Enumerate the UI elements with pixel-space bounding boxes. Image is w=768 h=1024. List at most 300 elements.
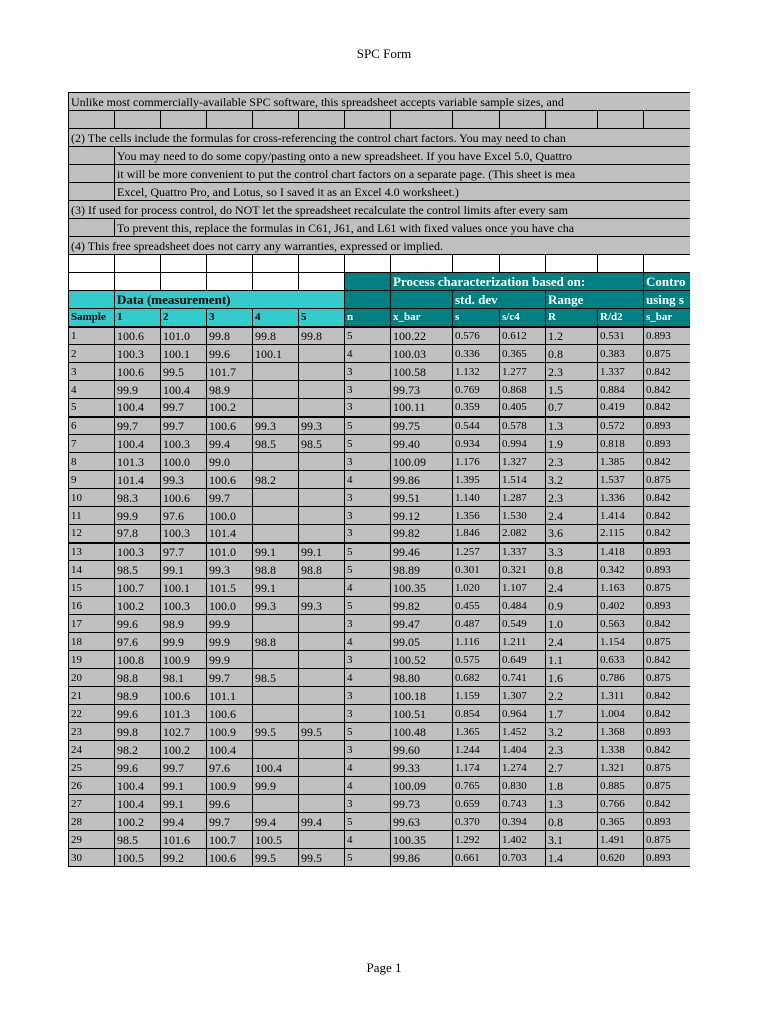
data-cell: 2.4 — [546, 579, 598, 597]
data-row — [69, 471, 691, 489]
data-cell: 7 — [69, 435, 115, 453]
data-cell: 98.9 — [161, 615, 207, 633]
data-cell: 100.09 — [391, 777, 453, 795]
data-cell — [299, 471, 345, 489]
data-cell: 99.86 — [391, 471, 453, 489]
data-cell: 97.6 — [115, 633, 161, 651]
data-cell: 4 — [345, 633, 391, 651]
data-cell: 99.4 — [161, 813, 207, 831]
data-cell: 99.9 — [253, 777, 299, 795]
data-cell: 0.633 — [598, 651, 644, 669]
data-cell: 0.934 — [453, 435, 500, 453]
empty-cell — [69, 111, 115, 129]
column-header: R/d2 — [598, 309, 644, 327]
data-cell — [253, 363, 299, 381]
data-cell: 30 — [69, 849, 115, 867]
data-cell — [299, 633, 345, 651]
data-cell: 0.487 — [453, 615, 500, 633]
data-cell: 97.7 — [161, 543, 207, 561]
data-cell: 100.0 — [207, 507, 253, 525]
data-cell: 0.875 — [644, 345, 691, 363]
data-cell: 5 — [345, 543, 391, 561]
data-cell: 0.842 — [644, 651, 691, 669]
data-cell: 99.1 — [161, 795, 207, 813]
data-cell: 0.659 — [453, 795, 500, 813]
data-cell: 100.6 — [207, 849, 253, 867]
data-row — [69, 705, 691, 723]
empty-cell — [115, 111, 161, 129]
control-title: Contro — [644, 273, 691, 291]
empty-cell — [253, 111, 299, 129]
data-cell: 101.7 — [207, 363, 253, 381]
note-row — [69, 93, 691, 111]
column-header: s/c4 — [500, 309, 546, 327]
data-cell: 0.868 — [500, 381, 546, 399]
note-row — [69, 183, 691, 201]
column-header: R — [546, 309, 598, 327]
data-cell — [253, 795, 299, 813]
data-cell: 4 — [345, 579, 391, 597]
data-cell: 1.132 — [453, 363, 500, 381]
data-cell — [299, 795, 345, 813]
data-cell: 0.842 — [644, 525, 691, 543]
data-cell — [253, 705, 299, 723]
data-cell: 0.875 — [644, 759, 691, 777]
data-cell — [299, 669, 345, 687]
data-cell — [253, 615, 299, 633]
data-cell: 9 — [69, 471, 115, 489]
empty-cell — [644, 111, 691, 129]
data-cell: 0.786 — [598, 669, 644, 687]
data-row — [69, 561, 691, 579]
data-cell: 1.402 — [500, 831, 546, 849]
data-cell: 99.5 — [299, 849, 345, 867]
data-cell: 4 — [69, 381, 115, 399]
data-cell: 2.3 — [546, 489, 598, 507]
data-cell: 5 — [345, 561, 391, 579]
data-cell: 1.163 — [598, 579, 644, 597]
data-cell: 99.60 — [391, 741, 453, 759]
data-cell: 17 — [69, 615, 115, 633]
data-cell: 1.337 — [598, 363, 644, 381]
data-cell: 98.80 — [391, 669, 453, 687]
data-cell: 0.365 — [598, 813, 644, 831]
data-cell: 3 — [345, 651, 391, 669]
data-cell: 0.682 — [453, 669, 500, 687]
data-cell: 99.1 — [253, 579, 299, 597]
empty-cell — [345, 111, 391, 129]
data-cell: 100.22 — [391, 327, 453, 345]
column-header: 2 — [161, 309, 207, 327]
data-cell: 101.4 — [207, 525, 253, 543]
data-cell: 25 — [69, 759, 115, 777]
data-cell: 0.893 — [644, 327, 691, 345]
spreadsheet — [68, 92, 690, 932]
data-cell: 3 — [345, 381, 391, 399]
note-row — [69, 147, 691, 165]
note-text: (2) The cells include the formulas for cross-referencing the control chart factors. You may need to chan — [69, 129, 691, 147]
data-cell: 0.893 — [644, 561, 691, 579]
data-cell: 0.964 — [500, 705, 546, 723]
using-label: using s — [644, 291, 691, 309]
data-cell: 99.3 — [253, 417, 299, 435]
data-cell: 0.575 — [453, 651, 500, 669]
data-cell: 101.6 — [161, 831, 207, 849]
data-cell: 0.7 — [546, 399, 598, 417]
data-cell: 100.18 — [391, 687, 453, 705]
page-footer: Page 1 — [366, 960, 402, 975]
data-cell: 0.842 — [644, 507, 691, 525]
empty-cell — [391, 255, 453, 273]
data-cell: 1.6 — [546, 669, 598, 687]
data-cell: 100.2 — [207, 399, 253, 417]
data-cell: 99.8 — [115, 723, 161, 741]
teal-cell — [345, 291, 391, 309]
empty-cell — [161, 273, 207, 291]
data-cell — [299, 705, 345, 723]
data-cell: 2.3 — [546, 363, 598, 381]
data-cell: 1.414 — [598, 507, 644, 525]
data-cell — [299, 489, 345, 507]
data-cell: 2.115 — [598, 525, 644, 543]
note-text: (3) If used for process control, do NOT let the spreadsheet recalculate the control limits after every sam — [69, 201, 691, 219]
data-cell: 1.491 — [598, 831, 644, 849]
header-row-data — [69, 291, 691, 309]
data-cell: 0.766 — [598, 795, 644, 813]
data-cell: 100.35 — [391, 831, 453, 849]
data-cell: 0.854 — [453, 705, 500, 723]
data-cell: 1.5 — [546, 381, 598, 399]
data-cell: 101.5 — [207, 579, 253, 597]
data-cell: 2.3 — [546, 741, 598, 759]
data-cell: 0.875 — [644, 579, 691, 597]
data-cell: 1.3 — [546, 417, 598, 435]
data-cell: 97.8 — [115, 525, 161, 543]
data-cell: 0.612 — [500, 327, 546, 345]
data-cell: 1.368 — [598, 723, 644, 741]
data-cell — [253, 525, 299, 543]
data-cell: 100.51 — [391, 705, 453, 723]
data-cell: 0.484 — [500, 597, 546, 615]
data-cell: 3 — [69, 363, 115, 381]
data-cell: 98.8 — [299, 561, 345, 579]
data-cell: 100.9 — [207, 777, 253, 795]
data-cell: 99.3 — [161, 471, 207, 489]
data-cell: 100.58 — [391, 363, 453, 381]
data-cell: 1.338 — [598, 741, 644, 759]
teal-cell — [391, 291, 453, 309]
data-row — [69, 327, 691, 345]
data-cell — [299, 453, 345, 471]
indent-cell — [69, 183, 115, 201]
data-cell: 98.8 — [253, 633, 299, 651]
data-cell — [253, 687, 299, 705]
data-cell: 99.12 — [391, 507, 453, 525]
data-cell: 99.82 — [391, 525, 453, 543]
data-cell: 0.572 — [598, 417, 644, 435]
data-cell: 100.3 — [115, 345, 161, 363]
empty-cell — [500, 255, 546, 273]
data-cell: 2.2 — [546, 687, 598, 705]
data-cell: 99.3 — [207, 561, 253, 579]
data-cell: 0.893 — [644, 543, 691, 561]
data-cell: 4 — [345, 471, 391, 489]
data-row — [69, 723, 691, 741]
data-cell: 99.9 — [161, 633, 207, 651]
data-row — [69, 795, 691, 813]
data-cell: 3.2 — [546, 471, 598, 489]
data-cell: 100.7 — [207, 831, 253, 849]
data-cell: 1.537 — [598, 471, 644, 489]
data-cell: 100.3 — [115, 543, 161, 561]
data-cell: 99.5 — [253, 723, 299, 741]
data-title: Data (measurement) — [115, 291, 345, 309]
data-cell: 4 — [345, 669, 391, 687]
data-cell: 99.9 — [207, 651, 253, 669]
note-text: it will be more convenient to put the control chart factors on a separate page. (This sheet is mea — [115, 165, 691, 183]
data-cell: 5 — [69, 399, 115, 417]
data-cell: 0.370 — [453, 813, 500, 831]
data-row — [69, 615, 691, 633]
data-cell: 1.395 — [453, 471, 500, 489]
data-cell: 1.321 — [598, 759, 644, 777]
data-row — [69, 525, 691, 543]
data-cell: 99.6 — [207, 795, 253, 813]
data-cell: 1.3 — [546, 795, 598, 813]
empty-cell — [299, 273, 345, 291]
data-cell: 6 — [69, 417, 115, 435]
data-cell — [299, 345, 345, 363]
data-cell — [299, 381, 345, 399]
data-cell: 100.6 — [161, 687, 207, 705]
data-cell: 100.6 — [115, 327, 161, 345]
data-cell: 0.661 — [453, 849, 500, 867]
data-cell: 101.4 — [115, 471, 161, 489]
teal-cell — [345, 273, 391, 291]
data-cell: 0.842 — [644, 489, 691, 507]
data-cell: 1.4 — [546, 849, 598, 867]
data-cell: 100.8 — [115, 651, 161, 669]
data-row — [69, 687, 691, 705]
data-cell: 99.7 — [207, 669, 253, 687]
data-cell — [299, 525, 345, 543]
data-cell: 0.563 — [598, 615, 644, 633]
data-cell: 0.8 — [546, 345, 598, 363]
data-cell: 100.52 — [391, 651, 453, 669]
data-cell: 98.3 — [115, 489, 161, 507]
data-cell: 99.7 — [161, 399, 207, 417]
data-cell: 100.3 — [161, 435, 207, 453]
data-cell: 99.7 — [161, 417, 207, 435]
data-cell: 16 — [69, 597, 115, 615]
data-cell: 99.5 — [161, 363, 207, 381]
data-cell: 0.842 — [644, 363, 691, 381]
data-cell: 2.4 — [546, 507, 598, 525]
data-cell: 100.1 — [161, 345, 207, 363]
std-dev-label: std. dev — [453, 291, 546, 309]
empty-cell — [161, 255, 207, 273]
data-cell — [299, 831, 345, 849]
data-cell: 99.47 — [391, 615, 453, 633]
data-cell — [299, 741, 345, 759]
data-cell: 100.4 — [115, 777, 161, 795]
data-cell: 4 — [345, 345, 391, 363]
data-row — [69, 489, 691, 507]
data-cell: 1.385 — [598, 453, 644, 471]
data-cell: 5 — [345, 327, 391, 345]
data-cell: 18 — [69, 633, 115, 651]
data-cell: 3 — [345, 507, 391, 525]
data-cell: 0.336 — [453, 345, 500, 363]
data-cell: 100.4 — [161, 381, 207, 399]
data-cell: 0.842 — [644, 741, 691, 759]
column-header: 3 — [207, 309, 253, 327]
data-cell: 0.842 — [644, 687, 691, 705]
data-cell: 2.3 — [546, 453, 598, 471]
data-cell — [299, 759, 345, 777]
data-cell: 100.7 — [115, 579, 161, 597]
data-cell: 0.765 — [453, 777, 500, 795]
data-cell: 2.4 — [546, 633, 598, 651]
data-cell: 0.875 — [644, 669, 691, 687]
data-cell: 5 — [345, 417, 391, 435]
data-cell: 1.530 — [500, 507, 546, 525]
data-cell — [253, 489, 299, 507]
data-cell: 0.875 — [644, 831, 691, 849]
data-cell: 0.365 — [500, 345, 546, 363]
note-text: Unlike most commercially-available SPC software, this spreadsheet accepts variable sample sizes, and — [69, 93, 691, 111]
data-cell: 3.6 — [546, 525, 598, 543]
data-cell — [299, 777, 345, 795]
data-cell: 0.743 — [500, 795, 546, 813]
data-cell: 99.8 — [207, 327, 253, 345]
data-cell: 1.311 — [598, 687, 644, 705]
data-row — [69, 507, 691, 525]
data-cell — [253, 381, 299, 399]
data-cell: 100.03 — [391, 345, 453, 363]
data-cell: 1.846 — [453, 525, 500, 543]
data-cell: 99.7 — [207, 489, 253, 507]
data-cell: 0.875 — [644, 471, 691, 489]
data-cell: 0.875 — [644, 777, 691, 795]
data-cell: 99.2 — [161, 849, 207, 867]
data-cell: 100.4 — [115, 435, 161, 453]
data-row — [69, 363, 691, 381]
header-row-process — [69, 273, 691, 291]
data-cell: 98.89 — [391, 561, 453, 579]
empty-cell — [453, 255, 500, 273]
data-cell — [299, 687, 345, 705]
data-cell: 0.649 — [500, 651, 546, 669]
empty-cell — [207, 111, 253, 129]
data-cell: 1.1 — [546, 651, 598, 669]
data-cell: 0.321 — [500, 561, 546, 579]
data-cell: 3.2 — [546, 723, 598, 741]
data-row — [69, 831, 691, 849]
data-cell: 5 — [345, 723, 391, 741]
data-cell: 99.3 — [253, 597, 299, 615]
data-cell: 15 — [69, 579, 115, 597]
data-cell: 8 — [69, 453, 115, 471]
data-cell: 10 — [69, 489, 115, 507]
data-cell: 99.4 — [299, 813, 345, 831]
data-cell: 1.287 — [500, 489, 546, 507]
data-cell: 98.9 — [207, 381, 253, 399]
cyan-cell — [69, 291, 115, 309]
data-cell: 0.885 — [598, 777, 644, 795]
data-cell: 1.107 — [500, 579, 546, 597]
data-cell: 99.05 — [391, 633, 453, 651]
data-cell: 100.0 — [207, 597, 253, 615]
data-cell: 99.6 — [115, 615, 161, 633]
data-cell: 1.327 — [500, 453, 546, 471]
data-cell: 1.365 — [453, 723, 500, 741]
data-cell — [253, 399, 299, 417]
data-cell: 99.82 — [391, 597, 453, 615]
data-cell: 99.8 — [299, 327, 345, 345]
data-cell: 3 — [345, 687, 391, 705]
data-cell: 100.6 — [207, 471, 253, 489]
data-cell: 101.0 — [207, 543, 253, 561]
data-cell: 1.514 — [500, 471, 546, 489]
note-row — [69, 219, 691, 237]
note-row — [69, 129, 691, 147]
data-cell: 1.176 — [453, 453, 500, 471]
header-row-columns — [69, 309, 691, 327]
data-row — [69, 543, 691, 561]
column-header: 4 — [253, 309, 299, 327]
data-cell: 1.154 — [598, 633, 644, 651]
data-cell — [299, 651, 345, 669]
data-cell: 99.5 — [253, 849, 299, 867]
data-cell: 99.51 — [391, 489, 453, 507]
data-cell: 2.082 — [500, 525, 546, 543]
data-cell — [299, 363, 345, 381]
empty-cell — [253, 273, 299, 291]
data-cell: 0.8 — [546, 813, 598, 831]
data-cell: 99.7 — [207, 813, 253, 831]
data-cell: 99.9 — [115, 507, 161, 525]
data-cell: 3 — [345, 489, 391, 507]
data-cell: 26 — [69, 777, 115, 795]
data-cell: 1.174 — [453, 759, 500, 777]
data-cell: 100.9 — [207, 723, 253, 741]
data-cell: 1.418 — [598, 543, 644, 561]
data-cell: 1.116 — [453, 633, 500, 651]
data-cell: 0.8 — [546, 561, 598, 579]
data-cell: 0.576 — [453, 327, 500, 345]
data-cell: 0.893 — [644, 435, 691, 453]
data-cell: 99.4 — [253, 813, 299, 831]
data-cell: 99.9 — [207, 633, 253, 651]
data-cell: 0.405 — [500, 399, 546, 417]
data-cell: 0.875 — [644, 633, 691, 651]
note-row — [69, 111, 691, 129]
data-cell: 99.1 — [299, 543, 345, 561]
data-cell: 3 — [345, 615, 391, 633]
data-cell: 100.9 — [161, 651, 207, 669]
data-row — [69, 741, 691, 759]
data-cell: 3 — [345, 525, 391, 543]
data-cell: 1.004 — [598, 705, 644, 723]
range-label: Range — [546, 291, 644, 309]
data-cell: 99.9 — [115, 381, 161, 399]
empty-cell — [546, 255, 598, 273]
data-cell: 3 — [345, 399, 391, 417]
data-cell: 0.402 — [598, 597, 644, 615]
data-cell: 1 — [69, 327, 115, 345]
data-cell: 98.5 — [115, 831, 161, 849]
